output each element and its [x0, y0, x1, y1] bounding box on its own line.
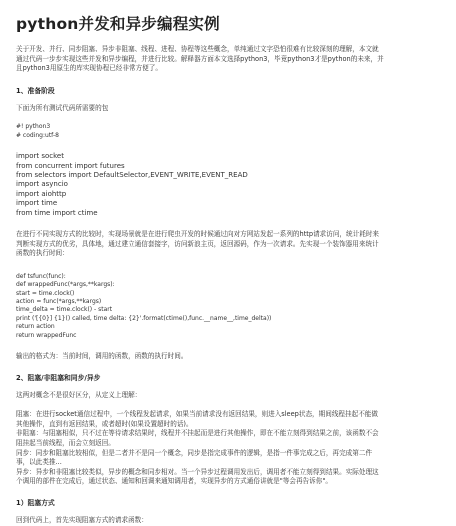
- paragraph-line: 事，以此类推...: [16, 458, 62, 467]
- paragraph-line: 异步：异步和非阻塞比较类似，异步的概念和同步相对。当一个异步过程调用发出后，调用者不能立刻得到结果。实际处理这: [16, 467, 379, 476]
- paragraph-definitions: [16, 410, 444, 487]
- paragraph-line: 个调用的部件在完成后，通过状态、通知和回调来通知调用者，实现异步的方式通俗讲就是"等会再告诉你"。: [16, 477, 332, 486]
- paragraph-line: 其他操作，直到有返回结果，或者超时(如果设置超时的话)。: [16, 419, 193, 428]
- paragraph-line: 函数的执行时间：: [16, 249, 69, 258]
- paragraph-scenario: [16, 230, 444, 259]
- intro-paragraph: [16, 45, 444, 74]
- paragraph-line: 阻塞：在进行socket通信过程中，一个线程发起请求，如果当前请求没有返回结果，则进入sleep状态，期间线程挂起不能做: [16, 410, 378, 419]
- paragraph-line: 判断实现方式的优劣，具体地，通过建立通信套接字，访问新浪主页，返回源码，作为一次请求。先实现一个装饰器用来统计: [16, 239, 379, 248]
- code-line: from selectors import DefaultSelector,EVENT_WRITE,EVENT_READ: [16, 171, 248, 179]
- code-line: import socket: [16, 152, 64, 161]
- code-line: def tsfunc(func):: [16, 272, 66, 280]
- section-heading-blocking-mode: 1）阻塞方式: [16, 499, 55, 507]
- article-title: python并发和异步编程实例: [16, 15, 220, 33]
- section-text: 这两对概念不是很好区分，从定义上理解：: [16, 390, 142, 399]
- code-line: def wrappedFunc(*args,**kargs):: [16, 281, 115, 289]
- code-line: import aiohttp: [16, 189, 67, 198]
- paragraph-line: 阻挂起当前线程，而会立刻返回。: [16, 439, 115, 448]
- code-line: import time: [16, 199, 58, 208]
- code-line: #! python3: [16, 123, 51, 131]
- paragraph-output-format: 输出的格式为：当前时间，调用的函数，函数的执行时间。: [16, 352, 188, 361]
- section-text: 下面为所有测试代码所需要的包: [16, 103, 109, 112]
- code-line: print ('[{0}] {1}() called, time delta: {2}'.format(ctime(),func.__name__,time_delta)): [16, 314, 272, 322]
- code-line: from time import ctime: [16, 208, 98, 217]
- paragraph-line: 非阻塞：与阻塞相似，只不过在等待请求结果时，线程并不挂起而是进行其他操作，即在不能立刻得到结果之前，该函数不会: [16, 429, 379, 438]
- code-block-decorator: [16, 273, 444, 340]
- code-line: action = func(*args,**kargs): [16, 298, 102, 306]
- code-block-header: [16, 123, 444, 140]
- code-line: from concurrent import futures: [16, 161, 125, 170]
- code-block-imports: [16, 152, 444, 218]
- code-line: return action: [16, 323, 55, 331]
- code-line: return wrappedFunc: [16, 331, 77, 339]
- paragraph-line: 同步：同步和阻塞比较相似，但是二者并不是同一个概念，同步是指完成事件的逻辑，是指一件事完成之后，再完成第二件: [16, 448, 373, 457]
- section-heading-prepare: 1、准备阶段: [16, 86, 55, 95]
- section-heading-blocking: 2、阻塞/非阻塞和同步/异步: [16, 373, 101, 382]
- code-line: # coding:utf-8: [16, 131, 59, 139]
- intro-line: 通过代码一步步实现这些并发和异步编程，并进行比较。解释器方面本文选择python3，毕竟python3才是python的未来，并: [16, 54, 384, 63]
- intro-line: 关于开发、并行、同步阻塞、异步非阻塞、线程、进程、协程等这些概念，单纯通过文字恐怕很难有比较深刻的理解，本文就: [16, 45, 379, 53]
- code-line: import asyncio: [16, 180, 68, 189]
- intro-line: 且python3用原生的库实现协程已经非常方便了。: [16, 64, 162, 73]
- paragraph-line: 在进行不同实现方式的比较时，实现场景就是在进行爬虫开发的时候通过向对方网站发起一系列的http请求访问，统计耗时来: [16, 230, 380, 239]
- code-line: time_delta = time.clock() - start: [16, 306, 113, 314]
- code-line: start = time.clock(): [16, 289, 75, 297]
- section-text: 回到代码上，首先实现阻塞方式的请求函数：: [16, 516, 148, 524]
